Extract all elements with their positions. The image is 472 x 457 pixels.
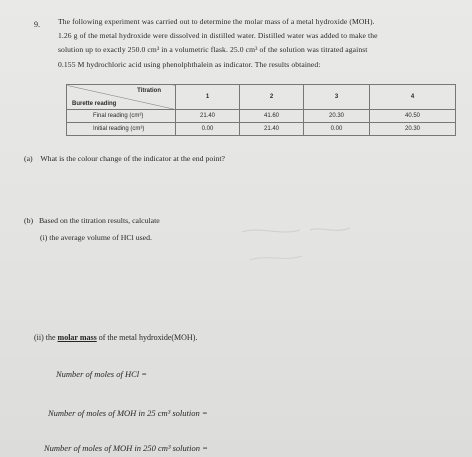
part-b-ii-prefix: (ii) the: [34, 333, 58, 342]
row-label-initial: Initial reading (cm³): [67, 123, 176, 136]
part-b-label: (b): [24, 216, 34, 225]
part-a-label: (a): [24, 154, 33, 163]
part-b-ii-question: [34, 333, 197, 342]
show-through-marks: [240, 222, 360, 272]
table-row: [67, 123, 456, 136]
row-label-final: Final reading (cm³): [67, 110, 176, 123]
column-header-2: 2: [240, 85, 304, 110]
part-b-i-question: (i) the average volume of HCl used.: [40, 233, 152, 242]
header-titration: Titration: [137, 88, 161, 94]
table-cell: 0.00: [176, 123, 240, 136]
intro-line-1: The following experiment was carried out to determine the molar mass of a metal hydroxide (MOH).: [58, 17, 375, 26]
header-burette-reading: Burette reading: [72, 101, 117, 107]
table-cell: 0.00: [304, 123, 370, 136]
intro-line-4: 0.155 M hydrochloric acid using phenolphthalein as indicator. The results obtained:: [58, 60, 321, 69]
table-cell: 20.30: [304, 110, 370, 123]
table-row: [67, 110, 456, 123]
table-cell: 40.50: [370, 110, 456, 123]
moles-moh-25-line: Number of moles of MOH in 25 cm³ solution =: [48, 408, 208, 418]
titration-results-table: [66, 84, 456, 136]
part-a-text: What is the colour change of the indicator at the end point?: [40, 154, 225, 163]
intro-line-2: 1.26 g of the metal hydroxide were dissolved in distilled water. Distilled water was added to make the: [58, 31, 378, 40]
column-header-4: 4: [370, 85, 456, 110]
table-cell: 21.40: [240, 123, 304, 136]
table-cell: 41.60: [240, 110, 304, 123]
question-number: 9.: [34, 20, 40, 29]
table-header-row: [67, 85, 456, 110]
table-cell: 21.40: [176, 110, 240, 123]
part-b-text: Based on the titration results, calculate: [38, 216, 160, 225]
part-a-question: [24, 154, 225, 163]
column-header-1: 1: [176, 85, 240, 110]
intro-line-3: solution up to exactly 250.0 cm³ in a volumetric flask. 25.0 cm³ of the solution was titrated against: [58, 45, 368, 54]
molar-mass-emphasis: molar mass: [57, 333, 97, 342]
moles-moh-250-line: Number of moles of MOH in 250 cm³ solution =: [44, 443, 208, 453]
table-cell: 20.30: [370, 123, 456, 136]
part-b-ii-suffix: of the metal hydroxide(MOH).: [96, 333, 198, 342]
diagonal-header-cell: [67, 85, 176, 110]
moles-hcl-line: Number of moles of HCl =: [56, 369, 147, 379]
part-b-question: [24, 216, 160, 225]
column-header-3: 3: [304, 85, 370, 110]
